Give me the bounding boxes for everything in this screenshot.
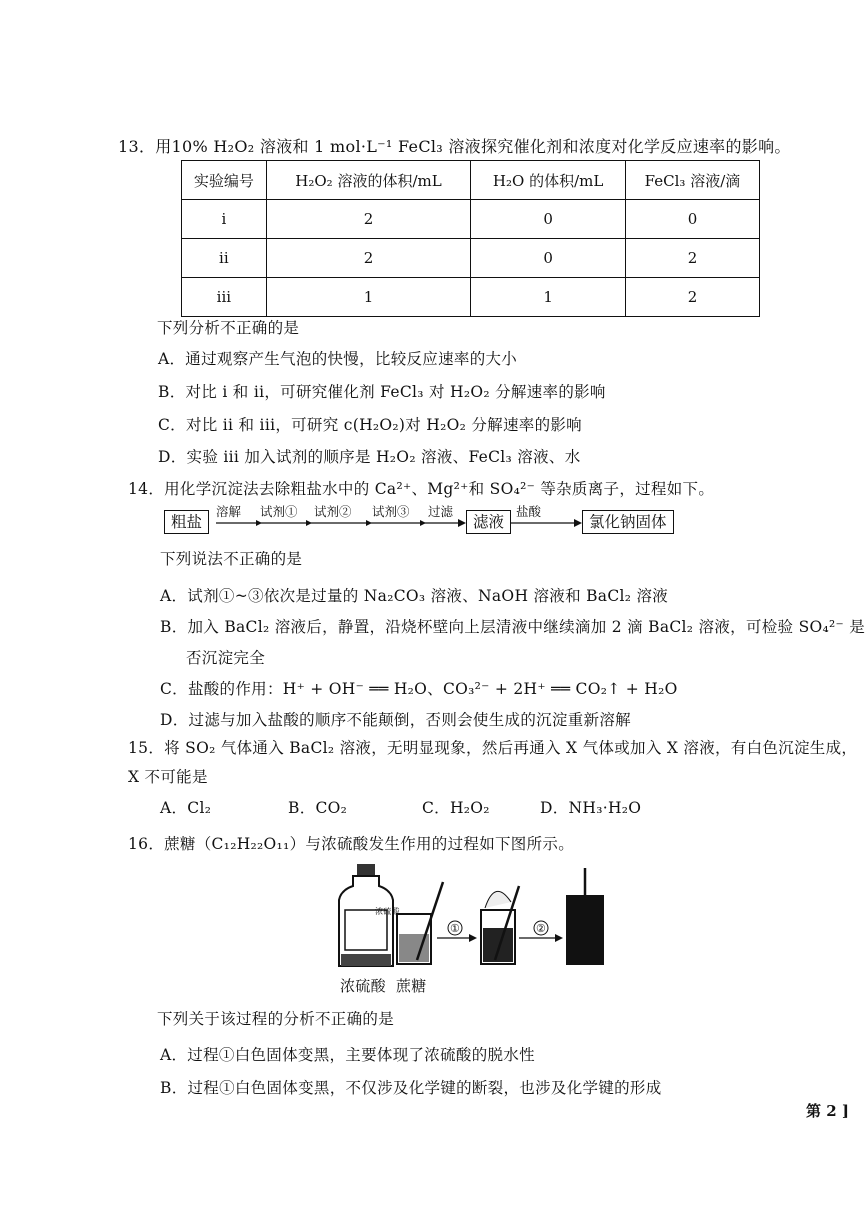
table-cell: ii bbox=[182, 239, 267, 278]
q15-option-a: A．Cl₂ bbox=[160, 799, 212, 817]
flow-start-box: 粗盐 bbox=[164, 510, 209, 534]
table-row bbox=[182, 278, 760, 317]
step-label-1: ① bbox=[450, 922, 461, 935]
q15-option-b: B．CO₂ bbox=[288, 799, 348, 817]
q16-option-a: A．过程①白色固体变黑，主要体现了浓硫酸的脱水性 bbox=[160, 1046, 535, 1064]
q13-stem: 13．用10% H₂O₂ 溶液和 1 mol·L⁻¹ FeCl₃ 溶液探究催化剂和浓度对化学反应速率的影响。 bbox=[118, 137, 791, 156]
q13-option-d: D．实验 iii 加入试剂的顺序是 H₂O₂ 溶液、FeCl₃ 溶液、水 bbox=[158, 448, 581, 466]
table-header: 实验编号 bbox=[182, 161, 267, 200]
table-row bbox=[182, 239, 760, 278]
flow-end-box: 氯化钠固体 bbox=[582, 510, 674, 534]
beaker-sugar-icon bbox=[397, 882, 443, 964]
figure-label-acid: 浓硫酸 bbox=[340, 977, 386, 995]
table-header: H₂O₂ 溶液的体积/mL bbox=[266, 161, 471, 200]
table-cell: 2 bbox=[625, 239, 759, 278]
table-cell: 1 bbox=[471, 278, 626, 317]
table-header: FeCl₃ 溶液/滴 bbox=[625, 161, 759, 200]
table-cell: 2 bbox=[266, 200, 471, 239]
table-cell: i bbox=[182, 200, 267, 239]
q16-option-b: B．过程①白色固体变黑，不仅涉及化学键的断裂，也涉及化学键的形成 bbox=[160, 1079, 662, 1097]
step-label-2: ② bbox=[536, 922, 547, 935]
table-cell: 2 bbox=[625, 278, 759, 317]
page-number: 第 2 ] bbox=[806, 1102, 849, 1120]
q13-option-a: A．通过观察产生气泡的快慢，比较反应速率的大小 bbox=[158, 350, 518, 368]
flow-step-label: 过滤 bbox=[428, 504, 454, 519]
q14-stem: 14．用化学沉淀法去除粗盐水中的 Ca²⁺、Mg²⁺和 SO₄²⁻ 等杂质离子，过程如下。 bbox=[128, 480, 715, 498]
figure-label-sugar: 蔗糖 bbox=[396, 977, 427, 995]
q13-prompt: 下列分析不正确的是 bbox=[157, 319, 300, 337]
flow-middle-box: 滤液 bbox=[466, 510, 511, 534]
experiment-table bbox=[181, 160, 760, 317]
q14-prompt: 下列说法不正确的是 bbox=[160, 550, 303, 568]
beaker-carbon-column-icon bbox=[567, 868, 603, 964]
table-row bbox=[182, 200, 760, 239]
flow-step-label: 试剂② bbox=[314, 504, 352, 519]
q16-stem: 16．蔗糖（C₁₂H₂₂O₁₁）与浓硫酸发生作用的过程如下图所示。 bbox=[128, 835, 574, 853]
q14-option-b-cont: 否沉淀完全 bbox=[186, 649, 266, 667]
q14-option-b: B．加入 BaCl₂ 溶液后，静置，沿烧杯壁向上层清液中继续滴加 2 滴 BaCl₂ 溶液，可检验 SO₄²⁻ 是 bbox=[160, 618, 866, 636]
process-flow bbox=[160, 504, 680, 538]
table-cell: 0 bbox=[471, 239, 626, 278]
bottle-label: 浓硫酸 bbox=[375, 907, 400, 916]
flow-step-label: 盐酸 bbox=[516, 504, 542, 519]
q16-prompt: 下列关于该过程的分析不正确的是 bbox=[157, 1010, 395, 1028]
beaker-reaction-icon bbox=[481, 886, 519, 964]
q14-option-c: C．盐酸的作用：H⁺ + OH⁻ ══ H₂O、CO₃²⁻ + 2H⁺ ══ CO₂↑ + H₂O bbox=[160, 680, 678, 698]
table-cell: 2 bbox=[266, 239, 471, 278]
sucrose-reaction-figure bbox=[335, 862, 625, 972]
q13-option-b: B．对比 i 和 ii，可研究催化剂 FeCl₃ 对 H₂O₂ 分解速率的影响 bbox=[158, 383, 606, 401]
q15-stem: 15．将 SO₂ 气体通入 BaCl₂ 溶液，无明显现象，然后再通入 X 气体或加入 X 溶液，有白色沉淀生成， bbox=[128, 739, 858, 757]
q15-option-d: D．NH₃·H₂O bbox=[540, 799, 642, 817]
table-cell: 0 bbox=[471, 200, 626, 239]
flow-step-label: 试剂③ bbox=[372, 504, 410, 519]
flow-step-label: 溶解 bbox=[216, 504, 242, 519]
q15-stem-cont: X 不可能是 bbox=[128, 768, 208, 786]
q15-option-c: C．H₂O₂ bbox=[422, 799, 490, 817]
table-cell: 1 bbox=[266, 278, 471, 317]
table-header-row bbox=[182, 161, 760, 200]
table-cell: 0 bbox=[625, 200, 759, 239]
table-header: H₂O 的体积/mL bbox=[471, 161, 626, 200]
q14-option-d: D．过滤与加入盐酸的顺序不能颠倒，否则会使生成的沉淀重新溶解 bbox=[160, 711, 631, 729]
q13-option-c: C．对比 ii 和 iii，可研究 c(H₂O₂)对 H₂O₂ 分解速率的影响 bbox=[158, 416, 582, 434]
q14-option-a: A．试剂①~③依次是过量的 Na₂CO₃ 溶液、NaOH 溶液和 BaCl₂ 溶液 bbox=[160, 587, 669, 605]
table-cell: iii bbox=[182, 278, 267, 317]
flow-step-label: 试剂① bbox=[260, 504, 298, 519]
